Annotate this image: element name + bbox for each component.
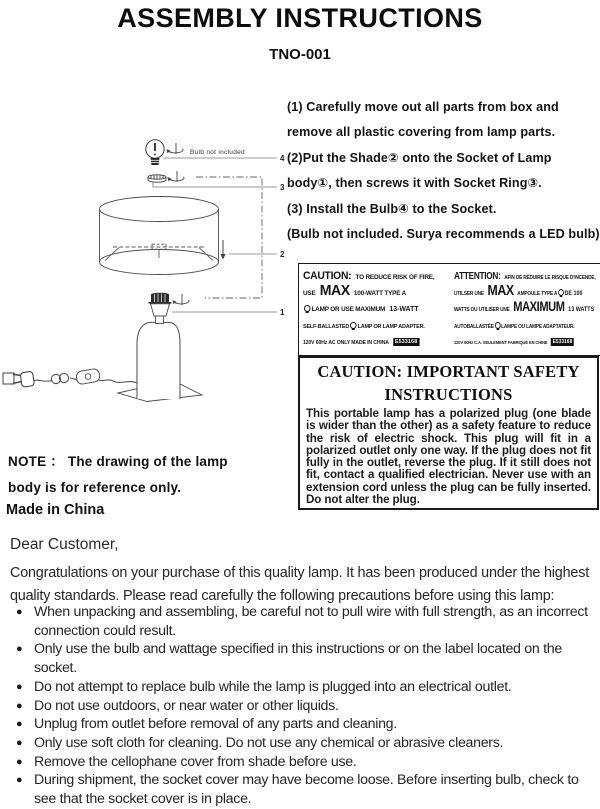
step-line: (Bulb not included. Surya recommends a LED bulb) bbox=[287, 227, 600, 242]
caution-text: 120V 60Hz AC ONLY MADE IN CHINA bbox=[303, 339, 389, 346]
caution-text: AFIN DE RÉDUIRE LE RISQUE D'INCENDE, bbox=[504, 275, 596, 281]
bulb-icon bbox=[495, 322, 501, 329]
cert-number: E533168 bbox=[394, 338, 418, 345]
caution-text: LAMPE OU LAMPE ADAPTATEUR. bbox=[501, 323, 575, 330]
note-line1: NOTE ： The drawing of the lamp bbox=[8, 454, 228, 469]
cert-number: E533168 bbox=[552, 338, 573, 345]
lamp-assembly-diagram bbox=[0, 130, 295, 475]
rotate-arrow-icon bbox=[168, 171, 185, 182]
caution-text: 100-WATT TYPE A bbox=[353, 290, 407, 298]
lamp-body-outline bbox=[137, 322, 180, 399]
caution-heading: ATTENTION: bbox=[454, 271, 501, 282]
part-label-1: 1 bbox=[280, 308, 285, 317]
down-arrow-icon bbox=[220, 240, 225, 260]
list-item: ● Only use the bulb and wattage specified in this instructions or on the label located on the socket. bbox=[8, 640, 600, 677]
caution-english-column bbox=[303, 267, 449, 353]
step-line: (2)Put the Shade② onto the Socket of Lamp bbox=[287, 150, 552, 165]
dashdot-reference-line bbox=[196, 177, 262, 298]
caution-text: DE 100 bbox=[564, 290, 583, 298]
step-line: remove all plastic covering from lamp parts. bbox=[287, 125, 556, 140]
part-label-3: 3 bbox=[280, 183, 285, 192]
caution-text: UTILSER UNE bbox=[454, 291, 484, 298]
plug-icon bbox=[13, 371, 34, 387]
precaution-list bbox=[8, 603, 600, 809]
list-item: ● When unpacking and assembling, be careful not to pull wire with full strength, as an incorrect connection could result. bbox=[8, 603, 600, 640]
wattage-caution-label bbox=[298, 263, 600, 356]
socket-ring-icon bbox=[148, 175, 166, 182]
part-label-4: 4 bbox=[280, 154, 285, 163]
caution-text: AMPOULE TYPE A bbox=[517, 291, 558, 298]
caution-text: USE bbox=[303, 290, 316, 298]
caution-text: 13-WATT bbox=[389, 304, 419, 314]
list-item: ● Do not attempt to replace bulb while the lamp is plugged into an electrical outlet. bbox=[8, 678, 600, 697]
socket-icon bbox=[149, 293, 172, 324]
caution-text: 120V 60Hz C.A. SEULEMENT FABRIQUÉ EN CHINE bbox=[454, 340, 548, 346]
bulb-icon bbox=[558, 289, 564, 296]
caution-text: AUTOBALLASTÉE bbox=[454, 323, 494, 330]
safety-instructions-box bbox=[298, 356, 599, 510]
caution-text: 13 WATTS bbox=[568, 306, 595, 314]
customer-greeting: Dear Customer, bbox=[10, 536, 119, 553]
list-item: ● During shipment, the socket cover may have become loose. Before inserting bulb, check to see that the socket cover is in place. bbox=[8, 771, 600, 808]
bulb-icon bbox=[304, 305, 311, 312]
list-item: ● Remove the cellophane cover from shade before use. bbox=[8, 753, 600, 772]
bulb-icon bbox=[146, 140, 164, 165]
safety-title-line1: CAUTION: IMPORTANT SAFETY bbox=[317, 362, 580, 381]
model-number: TNO-001 bbox=[269, 46, 331, 63]
page-title: ASSEMBLY INSTRUCTIONS bbox=[117, 3, 483, 33]
list-item: ● Unplug from outlet before removal of any parts and cleaning. bbox=[8, 715, 600, 734]
step-line: (1) Carefully move out all parts from box and bbox=[287, 100, 559, 114]
caution-text: LAMP OR USE MAXIMUM bbox=[311, 306, 386, 314]
note-line2: body is for reference only. bbox=[8, 480, 182, 495]
outlet-square-icon bbox=[3, 373, 14, 384]
bulb-note-label: Bulb not included bbox=[190, 149, 245, 156]
shade-outline bbox=[100, 197, 219, 275]
customer-intro: Congratulations on your purchase of this quality lamp. It has been produced under the highest quality standards. Please read carefully the following precautions before using this lamp: bbox=[10, 565, 589, 604]
caution-text: TO REDUCE RISK OF FIRE, bbox=[355, 274, 435, 281]
step-line: body①, then screws it with Socket Ring③. bbox=[287, 176, 542, 191]
step-line: (3) Install the Bulb④ to the Socket. bbox=[287, 201, 497, 216]
caution-text: SELF-BALLASTED bbox=[303, 323, 350, 330]
safety-title-line2: INSTRUCTIONS bbox=[384, 385, 513, 404]
bulb-icon bbox=[350, 322, 357, 329]
rotate-arrow-icon bbox=[167, 143, 184, 154]
list-item: ● Do not use outdoors, or near water or other liquids. bbox=[8, 697, 600, 716]
assembly-steps bbox=[287, 95, 599, 247]
part-label-2: 2 bbox=[280, 250, 285, 259]
made-in-label: Made in China bbox=[6, 502, 105, 518]
caution-text: LAMP OR LAMP ADAPTER. bbox=[357, 323, 425, 330]
safety-body-text: This portable lamp has a polarized plug (one blade is wider than the other) as a safety feature to reduce the risk of electric shock. This plug will fit in a polarized outlet only one way. If the plug does not fit fully in the outlet, reverse the plug. If it still does not fit, contact a qualified electrician. Never use with an extension cord unless the plug can be fully inserted. Do not alter the plug. bbox=[306, 407, 591, 507]
inline-switch-icon bbox=[76, 368, 101, 385]
rotate-arrow-icon bbox=[173, 294, 190, 305]
caution-max: MAXIMUM bbox=[513, 299, 565, 315]
list-item: ● Only use soft cloth for cleaning. Do not use any chemical or abrasive cleaners. bbox=[8, 734, 600, 753]
caution-max: MAX bbox=[487, 282, 514, 300]
caution-text: WATTS OU UTILISER UNE bbox=[454, 307, 510, 314]
caution-french-column bbox=[454, 267, 600, 353]
caution-max: MAX bbox=[319, 282, 350, 300]
caution-heading: CAUTION: bbox=[303, 270, 352, 282]
leader-line-3 bbox=[153, 182, 277, 187]
